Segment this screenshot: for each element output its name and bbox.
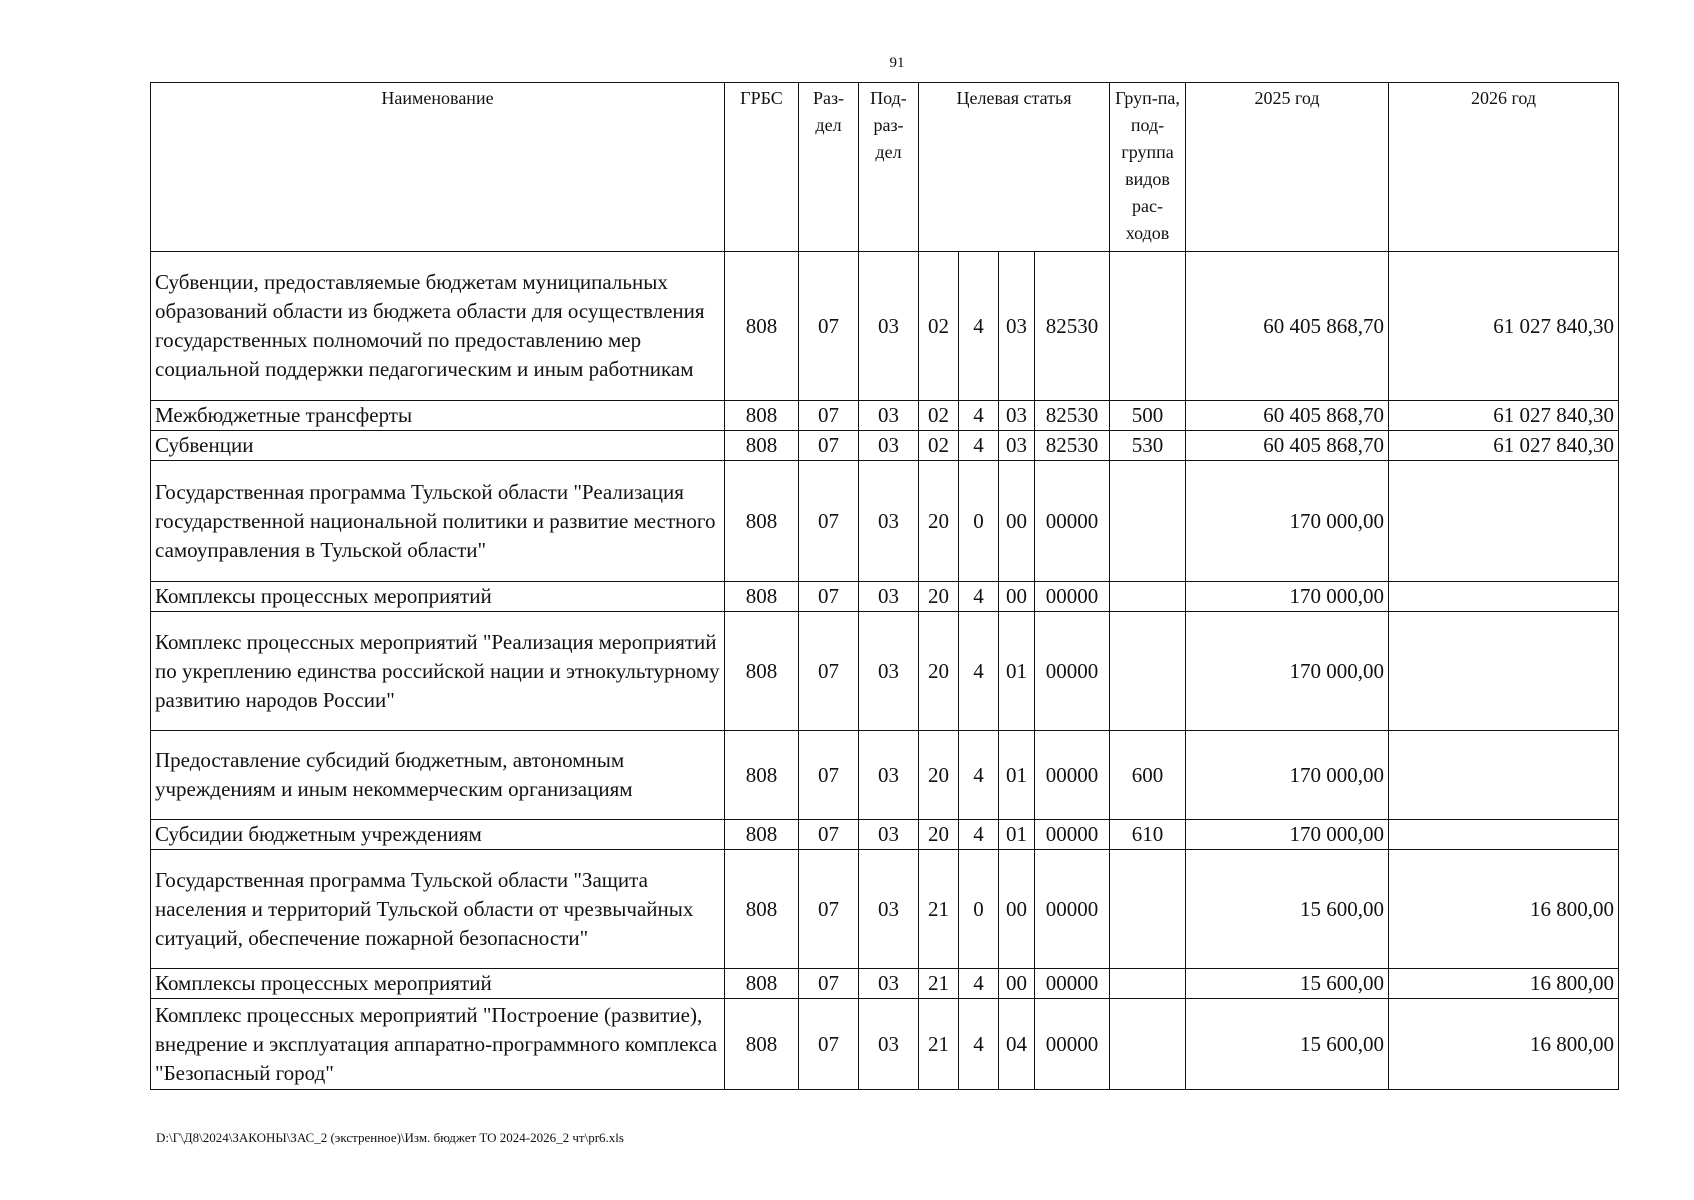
target-type-cell: 4: [959, 820, 999, 850]
table-row: [151, 461, 1619, 582]
razdel-cell: 07: [799, 999, 859, 1090]
target-direction-cell: 82530: [1035, 401, 1110, 431]
row-name: Предоставление субсидий бюджетным, автономным учреждениям и иным некоммерческим организациям: [151, 731, 725, 820]
razdel-cell: 07: [799, 582, 859, 612]
header-expense-group: Груп-па, под-группа видов рас-ходов: [1110, 83, 1186, 252]
target-program-cell: 20: [919, 461, 959, 582]
grbs-cell: 808: [725, 612, 799, 731]
amount-2025-cell: 15 600,00: [1186, 999, 1389, 1090]
table-row: [151, 431, 1619, 461]
target-type-cell: 4: [959, 612, 999, 731]
row-name: Государственная программа Тульской области "Защита населения и территорий Тульской области от чрезвычайных ситуаций, обеспечение пожарной безопасности": [151, 850, 725, 969]
podrazdel-cell: 03: [859, 820, 919, 850]
expense-group-cell: [1110, 461, 1186, 582]
header-razdel: Раз-дел: [799, 83, 859, 252]
row-name: Субвенции, предоставляемые бюджетам муниципальных образований области из бюджета области для осуществления государственных полномочий по предоставлению мер социальной поддержки педагогическим и иным работникам: [151, 252, 725, 401]
razdel-cell: 07: [799, 431, 859, 461]
header-year-2025: 2025 год: [1186, 83, 1389, 252]
target-direction-cell: 82530: [1035, 431, 1110, 461]
expense-group-cell: [1110, 850, 1186, 969]
amount-2026-cell: [1389, 461, 1619, 582]
podrazdel-cell: 03: [859, 612, 919, 731]
target-complex-cell: 01: [999, 612, 1035, 731]
amount-2026-cell: [1389, 731, 1619, 820]
table-row: [151, 582, 1619, 612]
target-complex-cell: 03: [999, 252, 1035, 401]
target-type-cell: 4: [959, 252, 999, 401]
grbs-cell: 808: [725, 252, 799, 401]
target-type-cell: 4: [959, 969, 999, 999]
amount-2026-cell: 16 800,00: [1389, 969, 1619, 999]
grbs-cell: 808: [725, 401, 799, 431]
table-body: [151, 252, 1619, 1090]
podrazdel-cell: 03: [859, 431, 919, 461]
table-header-row: [151, 83, 1619, 252]
podrazdel-cell: 03: [859, 999, 919, 1090]
grbs-cell: 808: [725, 820, 799, 850]
header-podrazdel: Под-раз-дел: [859, 83, 919, 252]
amount-2025-cell: 170 000,00: [1186, 612, 1389, 731]
razdel-cell: 07: [799, 612, 859, 731]
target-type-cell: 0: [959, 850, 999, 969]
podrazdel-cell: 03: [859, 850, 919, 969]
target-complex-cell: 00: [999, 850, 1035, 969]
target-program-cell: 20: [919, 612, 959, 731]
amount-2026-cell: 61 027 840,30: [1389, 431, 1619, 461]
file-path-footer: D:\Г\Д8\2024\ЗАКОНЫ\ЗАС_2 (экстренное)\Изм. бюджет ТО 2024-2026_2 чт\pr6.xls: [156, 1130, 624, 1145]
header-target-article: Целевая статья: [919, 83, 1110, 252]
expense-group-cell: 600: [1110, 731, 1186, 820]
target-direction-cell: 00000: [1035, 850, 1110, 969]
razdel-cell: 07: [799, 252, 859, 401]
razdel-cell: 07: [799, 401, 859, 431]
header-year-2026: 2026 год: [1389, 83, 1619, 252]
page-number: 91: [889, 55, 905, 71]
row-name: Комплексы процессных мероприятий: [151, 582, 725, 612]
expense-group-cell: [1110, 582, 1186, 612]
amount-2025-cell: 15 600,00: [1186, 850, 1389, 969]
table-row: [151, 252, 1619, 401]
target-program-cell: 20: [919, 731, 959, 820]
podrazdel-cell: 03: [859, 401, 919, 431]
expense-group-cell: [1110, 612, 1186, 731]
amount-2025-cell: 170 000,00: [1186, 582, 1389, 612]
razdel-cell: 07: [799, 850, 859, 969]
amount-2026-cell: 61 027 840,30: [1389, 252, 1619, 401]
target-complex-cell: 03: [999, 431, 1035, 461]
header-grbs: ГРБС: [725, 83, 799, 252]
grbs-cell: 808: [725, 461, 799, 582]
expense-group-cell: 610: [1110, 820, 1186, 850]
grbs-cell: 808: [725, 431, 799, 461]
razdel-cell: 07: [799, 969, 859, 999]
amount-2025-cell: 60 405 868,70: [1186, 431, 1389, 461]
expense-group-cell: 530: [1110, 431, 1186, 461]
expense-group-cell: [1110, 252, 1186, 401]
amount-2026-cell: 16 800,00: [1389, 999, 1619, 1090]
grbs-cell: 808: [725, 999, 799, 1090]
row-name: Субвенции: [151, 431, 725, 461]
row-name: Комплекс процессных мероприятий "Построение (развитие), внедрение и эксплуатация аппаратно-программного комплекса "Безопасный город": [151, 999, 725, 1090]
target-direction-cell: 00000: [1035, 612, 1110, 731]
podrazdel-cell: 03: [859, 461, 919, 582]
target-program-cell: 21: [919, 999, 959, 1090]
grbs-cell: 808: [725, 969, 799, 999]
target-type-cell: 4: [959, 431, 999, 461]
expense-group-cell: [1110, 969, 1186, 999]
target-type-cell: 4: [959, 731, 999, 820]
budget-table: [150, 82, 1619, 1090]
row-name: Комплексы процессных мероприятий: [151, 969, 725, 999]
target-program-cell: 02: [919, 431, 959, 461]
expense-group-cell: 500: [1110, 401, 1186, 431]
row-name: Государственная программа Тульской области "Реализация государственной национальной политики и развитие местного самоуправления в Тульской области": [151, 461, 725, 582]
target-type-cell: 4: [959, 401, 999, 431]
grbs-cell: 808: [725, 731, 799, 820]
row-name: Комплекс процессных мероприятий "Реализация мероприятий по укреплению единства российской нации и этнокультурному развитию народов России": [151, 612, 725, 731]
target-direction-cell: 00000: [1035, 582, 1110, 612]
target-complex-cell: 01: [999, 820, 1035, 850]
table-row: [151, 969, 1619, 999]
razdel-cell: 07: [799, 731, 859, 820]
expense-group-cell: [1110, 999, 1186, 1090]
row-name: Субсидии бюджетным учреждениям: [151, 820, 725, 850]
table-row: [151, 820, 1619, 850]
target-complex-cell: 04: [999, 999, 1035, 1090]
header-name: Наименование: [151, 83, 725, 252]
table-row: [151, 850, 1619, 969]
amount-2025-cell: 170 000,00: [1186, 820, 1389, 850]
target-type-cell: 0: [959, 461, 999, 582]
target-complex-cell: 00: [999, 461, 1035, 582]
amount-2025-cell: 60 405 868,70: [1186, 401, 1389, 431]
amount-2026-cell: 16 800,00: [1389, 850, 1619, 969]
amount-2026-cell: [1389, 820, 1619, 850]
grbs-cell: 808: [725, 582, 799, 612]
target-type-cell: 4: [959, 999, 999, 1090]
grbs-cell: 808: [725, 850, 799, 969]
table-row: [151, 999, 1619, 1090]
table-row: [151, 731, 1619, 820]
target-type-cell: 4: [959, 582, 999, 612]
amount-2025-cell: 170 000,00: [1186, 731, 1389, 820]
razdel-cell: 07: [799, 461, 859, 582]
target-program-cell: 21: [919, 850, 959, 969]
amount-2026-cell: [1389, 582, 1619, 612]
amount-2025-cell: 170 000,00: [1186, 461, 1389, 582]
razdel-cell: 07: [799, 820, 859, 850]
target-direction-cell: 00000: [1035, 999, 1110, 1090]
podrazdel-cell: 03: [859, 731, 919, 820]
podrazdel-cell: 03: [859, 582, 919, 612]
amount-2026-cell: [1389, 612, 1619, 731]
podrazdel-cell: 03: [859, 252, 919, 401]
target-program-cell: 21: [919, 969, 959, 999]
target-program-cell: 20: [919, 582, 959, 612]
target-program-cell: 20: [919, 820, 959, 850]
target-complex-cell: 00: [999, 969, 1035, 999]
target-direction-cell: 00000: [1035, 731, 1110, 820]
target-complex-cell: 00: [999, 582, 1035, 612]
row-name: Межбюджетные трансферты: [151, 401, 725, 431]
target-program-cell: 02: [919, 252, 959, 401]
amount-2026-cell: 61 027 840,30: [1389, 401, 1619, 431]
target-direction-cell: 00000: [1035, 820, 1110, 850]
amount-2025-cell: 60 405 868,70: [1186, 252, 1389, 401]
table-row: [151, 612, 1619, 731]
target-program-cell: 02: [919, 401, 959, 431]
target-direction-cell: 00000: [1035, 969, 1110, 999]
podrazdel-cell: 03: [859, 969, 919, 999]
table-row: [151, 401, 1619, 431]
target-direction-cell: 82530: [1035, 252, 1110, 401]
amount-2025-cell: 15 600,00: [1186, 969, 1389, 999]
target-direction-cell: 00000: [1035, 461, 1110, 582]
target-complex-cell: 01: [999, 731, 1035, 820]
target-complex-cell: 03: [999, 401, 1035, 431]
